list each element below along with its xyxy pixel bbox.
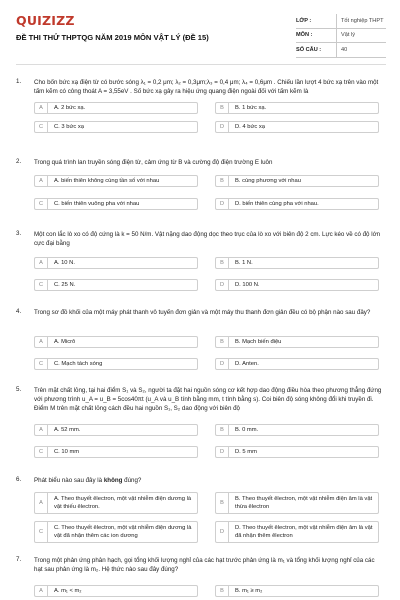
option-letter: B — [216, 425, 229, 435]
option-text: C. Mạch tách sóng — [54, 361, 103, 367]
question-number: 6. — [16, 476, 22, 483]
option-letter: C — [35, 359, 48, 369]
option-letter: A — [35, 103, 48, 113]
option-letter: D — [216, 199, 229, 209]
question-text: Một con lắc lò xo có độ cứng là k = 50 N/m. Vật nặng dao động dọc theo trục của lò xo với biên độ 2 cm. Lực kéo về có độ lớn cực đại bằng — [34, 231, 381, 247]
option-6d[interactable] — [215, 521, 379, 543]
option-letter: C — [35, 280, 48, 290]
option-text: D. Anten. — [235, 361, 259, 367]
option-text: B. 0 mm. — [235, 427, 259, 433]
option-text: B. cùng phương với nhau — [235, 178, 301, 184]
meta-value: 40 — [336, 43, 386, 57]
option-5a[interactable] — [34, 424, 198, 436]
option-letter: A — [35, 425, 48, 435]
option-letter: D — [216, 522, 229, 542]
question-text-emphasis: không — [103, 477, 123, 484]
option-letter: B — [216, 586, 229, 596]
option-text: D. 4 bức xạ — [235, 124, 265, 130]
option-4d[interactable] — [215, 358, 379, 370]
option-letter: D — [216, 122, 229, 132]
question-number: 7. — [16, 556, 22, 563]
meta-key: SỐ CÂU : — [296, 46, 322, 53]
option-1d[interactable] — [215, 121, 379, 133]
option-text: A. Micrô — [54, 339, 76, 345]
option-4b[interactable] — [215, 336, 379, 348]
page-title: ĐỀ THI THỬ THPTQG NĂM 2019 MÔN VẬT LÝ (ĐỀ 15) — [16, 33, 209, 42]
question-text: Trong sơ đồ khối của một máy phát thanh vô tuyến đơn giản và một máy thu thanh đơn giản đều có bộ phận nào sau đây? — [34, 309, 371, 316]
option-text: B. Mạch biến điệu — [235, 339, 282, 345]
option-2d[interactable] — [215, 198, 379, 210]
option-text: A. 10 N. — [54, 260, 75, 266]
option-7b[interactable] — [215, 585, 379, 597]
question-text-after: đúng? — [122, 477, 142, 484]
option-text: A. biến thiên không cùng tần số với nhau — [54, 178, 160, 184]
option-letter: B — [216, 176, 229, 186]
option-text: A. Theo thuyết êlectron, một vật nhiễm điện dương là vật thiếu êlectron. — [54, 496, 192, 510]
question-text: Trong một phản ứng phân hạch, gọi tổng khối lượng nghỉ của các hạt trước phản ứng là m₁ và tổng khối lượng nghỉ của các hạt sau phản ứng là m₂. Hệ thức nào sau đây đúng? — [34, 557, 375, 573]
option-text: C. biến thiên vuông pha với nhau — [54, 201, 140, 207]
option-5c[interactable] — [34, 446, 198, 458]
option-text: A. 2 bức xạ. — [54, 105, 86, 111]
option-letter: D — [216, 359, 229, 369]
option-text: B. m₁ ≥ m₂ — [235, 588, 263, 594]
option-letter: A — [35, 586, 48, 596]
divider — [16, 64, 386, 65]
meta-key: MÔN : — [296, 32, 313, 39]
option-text: B. Theo thuyết êlectron, một vật nhiễm điện âm là vật thừa êlectron — [235, 496, 373, 510]
option-letter: D — [216, 447, 229, 457]
meta-value: Tốt nghiệp THPT — [336, 14, 386, 28]
option-1b[interactable] — [215, 102, 379, 114]
option-5b[interactable] — [215, 424, 379, 436]
option-5d[interactable] — [215, 446, 379, 458]
option-4a[interactable] — [34, 336, 198, 348]
option-text: C. 10 mm — [54, 449, 80, 455]
option-3d[interactable] — [215, 279, 379, 291]
option-letter: A — [35, 258, 48, 268]
question-text: Trong quá trình lan truyền sóng điện từ, cảm ứng từ B và cường độ điện trường E luôn — [34, 159, 273, 166]
question-text — [34, 476, 384, 485]
option-7a[interactable] — [34, 585, 198, 597]
option-2b[interactable] — [215, 175, 379, 187]
option-6b[interactable] — [215, 492, 379, 514]
meta-row-subject — [296, 29, 386, 44]
option-text: B. 1 N. — [235, 260, 253, 266]
question-text-before: Phát biểu nào sau đây là — [34, 477, 104, 484]
option-3a[interactable] — [34, 257, 198, 269]
option-4c[interactable] — [34, 358, 198, 370]
option-letter: B — [216, 258, 229, 268]
option-letter: B — [216, 493, 229, 513]
meta-value: Vật lý — [336, 29, 386, 43]
meta-row-class — [296, 14, 386, 29]
option-text: D. 100 N. — [235, 282, 260, 288]
option-text: C. Theo thuyết êlectron, một vật nhiễm điện dương là vật đã nhận thêm các ion dương — [54, 525, 192, 539]
option-text: A. m₁ < m₂ — [54, 588, 82, 594]
question-number: 4. — [16, 308, 22, 315]
option-letter: A — [35, 493, 48, 513]
option-letter: C — [35, 122, 48, 132]
quizizz-logo: QUIZIZZ — [16, 13, 75, 28]
option-letter: B — [216, 103, 229, 113]
option-letter: C — [35, 522, 48, 542]
option-text: B. 1 bức xạ. — [235, 105, 267, 111]
option-1a[interactable] — [34, 102, 198, 114]
option-text: D. Theo thuyết êlectron, một vật nhiễm điện âm là vật đã nhận thêm êlectron — [235, 525, 373, 539]
option-3b[interactable] — [215, 257, 379, 269]
option-text: C. 3 bức xạ — [54, 124, 84, 130]
option-letter: B — [216, 337, 229, 347]
question-text: Trên mặt chất lỏng, tại hai điểm S₁ và S₂, người ta đặt hai nguồn sóng cơ kết hợp dao động điều hòa theo phương thẳng đứng với phương trình u_A = u_B = 5cos40πt (u_A và u_B tính bằng mm, t tính bằng s). Coi biên độ sóng không đổi khi truyền đi. Điểm M trên mặt chất lỏng cách đều hai nguồn S₁, S₂ dao động với biên độ — [34, 387, 382, 412]
option-3c[interactable] — [34, 279, 198, 291]
question-number: 1. — [16, 78, 22, 85]
question-number: 2. — [16, 158, 22, 165]
meta-key: LỚP : — [296, 17, 312, 24]
question-number: 5. — [16, 386, 22, 393]
option-letter: C — [35, 199, 48, 209]
option-2c[interactable] — [34, 198, 198, 210]
meta-row-count — [296, 43, 386, 58]
option-letter: C — [35, 447, 48, 457]
meta-table — [296, 14, 386, 58]
option-1c[interactable] — [34, 121, 198, 133]
option-6a[interactable] — [34, 492, 198, 514]
option-text: C. 25 N. — [54, 282, 76, 288]
option-6c[interactable] — [34, 521, 198, 543]
question-number: 3. — [16, 230, 22, 237]
option-text: D. 5 mm — [235, 449, 257, 455]
option-text: A. 52 mm. — [54, 427, 81, 433]
option-2a[interactable] — [34, 175, 198, 187]
option-text: D. biến thiên cùng pha với nhau. — [235, 201, 319, 207]
option-letter: D — [216, 280, 229, 290]
question-text: Cho bốn bức xạ điện từ có bước sóng λ₁ = 0,2 μm; λ₂ = 0,3μm;λ₃ = 0,4 μm; λ₄ = 0,6μm . Chiếu lần lượt 4 bức xạ trên vào một tấm kẽm có công thoát A = 3,55eV . Số bức xạ gây ra hiệu ứng quang điện ngoài đối với tấm kẽm là — [34, 79, 379, 95]
option-letter: A — [35, 176, 48, 186]
option-letter: A — [35, 337, 48, 347]
